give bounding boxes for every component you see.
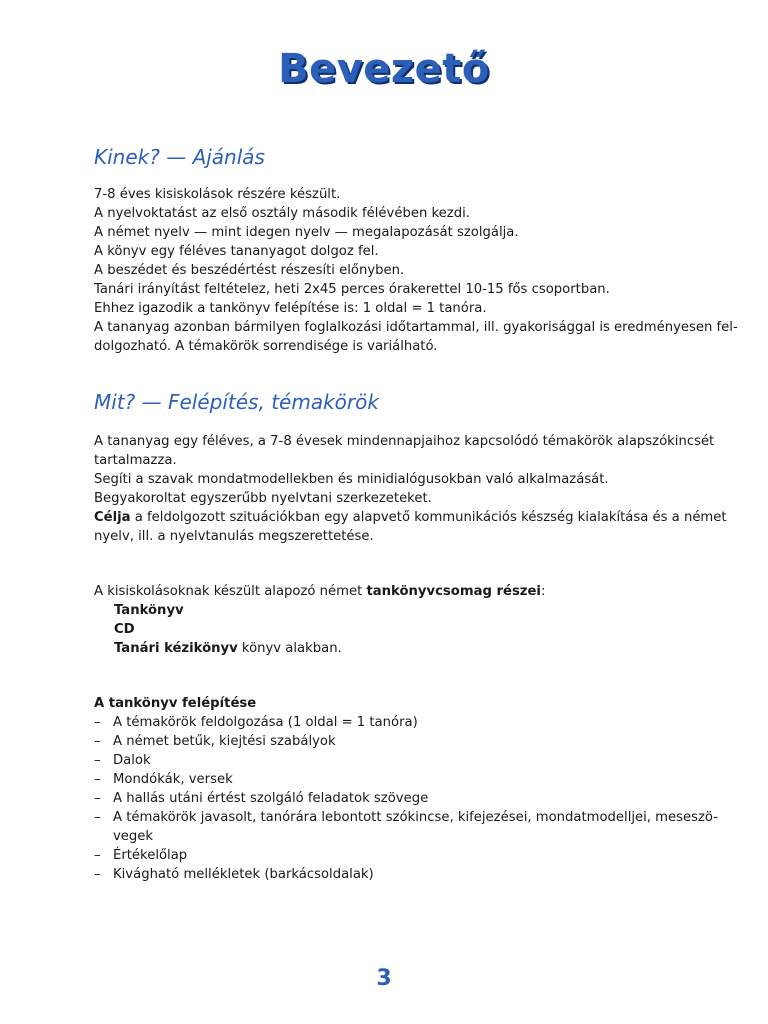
- package-intro-bold: tankönyvcsomag részei: [366, 584, 541, 599]
- package-item-cd: CD: [114, 622, 135, 637]
- celja-rest: a feldolgozott szituációkban egy alapvető kommunikációs készség kialakítása és a német: [130, 510, 727, 525]
- section-body-mit: [94, 432, 727, 546]
- package-intro-plain: A kisiskolásoknak készült alapozó német: [94, 584, 367, 599]
- paragraph-line: nyelv, ill. a nyelvtanulás megszerettetése.: [94, 529, 374, 544]
- paragraph-line: dolgozható. A témakörök sorrendisége is variálható.: [94, 339, 438, 354]
- section-heading-mit: Mit? — Felépítés, témakörök: [94, 390, 379, 414]
- package-intro-end: :: [540, 584, 546, 599]
- list-item: – Mondókák, versek: [94, 772, 233, 787]
- paragraph-line-celja: [94, 508, 727, 527]
- list-item: – Dalok: [94, 753, 151, 768]
- list-item: – A német betűk, kiejtési szabályok: [94, 734, 336, 749]
- structure-heading: A tankönyv felépítése: [94, 696, 257, 711]
- package-parts: [94, 582, 694, 658]
- paragraph-line: A beszédet és beszédértést részesíti előnyben.: [94, 263, 405, 278]
- package-item-kezikonyv-bold: Tanári kézikönyv: [114, 641, 238, 656]
- paragraph-line: Segíti a szavak mondatmodellekben és minidialógusokban való alkalmazását.: [94, 472, 609, 487]
- celja-bold: Célja: [94, 510, 131, 525]
- paragraph-line: A tananyag azonban bármilyen foglalkozási időtartammal, ill. gyakorisággal is eredményesen fel-: [94, 320, 738, 335]
- list-item: – Kivágható mellékletek (barkácsoldalak): [94, 867, 374, 882]
- section-heading-kinek: Kinek? — Ajánlás: [94, 145, 265, 169]
- paragraph-line: A tananyag egy féléves, a 7-8 évesek mindennapjaihoz kapcsolódó témakörök alapszókincsét: [94, 434, 715, 449]
- section-body-kinek: [94, 185, 738, 356]
- paragraph-line: A nyelvoktatást az első osztály második félévében kezdi.: [94, 206, 470, 221]
- paragraph-line: A könyv egy féléves tananyagot dolgoz fel.: [94, 244, 379, 259]
- list-item: – A témakörök feldolgozása (1 oldal = 1 tanóra): [94, 715, 418, 730]
- paragraph-line: tartalmazza.: [94, 453, 177, 468]
- package-item-kezikonyv: [94, 639, 694, 658]
- package-item-tankonyv: Tankönyv: [114, 603, 184, 618]
- list-item: – A témakörök javasolt, tanórára lebontott szókincse, kifejezései, mondatmodelljei, meseszö- vegek: [94, 810, 718, 844]
- list-item-continuation: vegek: [113, 829, 154, 844]
- paragraph-line: 7-8 éves kisiskolások részére készült.: [94, 187, 341, 202]
- list-item: – A hallás utáni értést szolgáló feladatok szövege: [94, 791, 429, 806]
- paragraph-line: A német nyelv — mint idegen nyelv — megalapozását szolgálja.: [94, 225, 519, 240]
- page-title: Bevezető: [278, 46, 490, 92]
- package-item-kezikonyv-rest: könyv alakban.: [237, 641, 342, 656]
- paragraph-line: Tanári irányítást feltételez, heti 2x45 perces órakerettel 10-15 fős csoportban.: [94, 282, 610, 297]
- paragraph-line: Ehhez igazodik a tankönyv felépítése is: 1 oldal = 1 tanóra.: [94, 301, 487, 316]
- package-intro: [94, 582, 694, 601]
- page-number: 3: [376, 966, 392, 991]
- paragraph-line: Begyakoroltat egyszerűbb nyelvtani szerkezeteket.: [94, 491, 432, 506]
- structure-list: [94, 694, 718, 884]
- list-item: – Értékelőlap: [94, 848, 188, 863]
